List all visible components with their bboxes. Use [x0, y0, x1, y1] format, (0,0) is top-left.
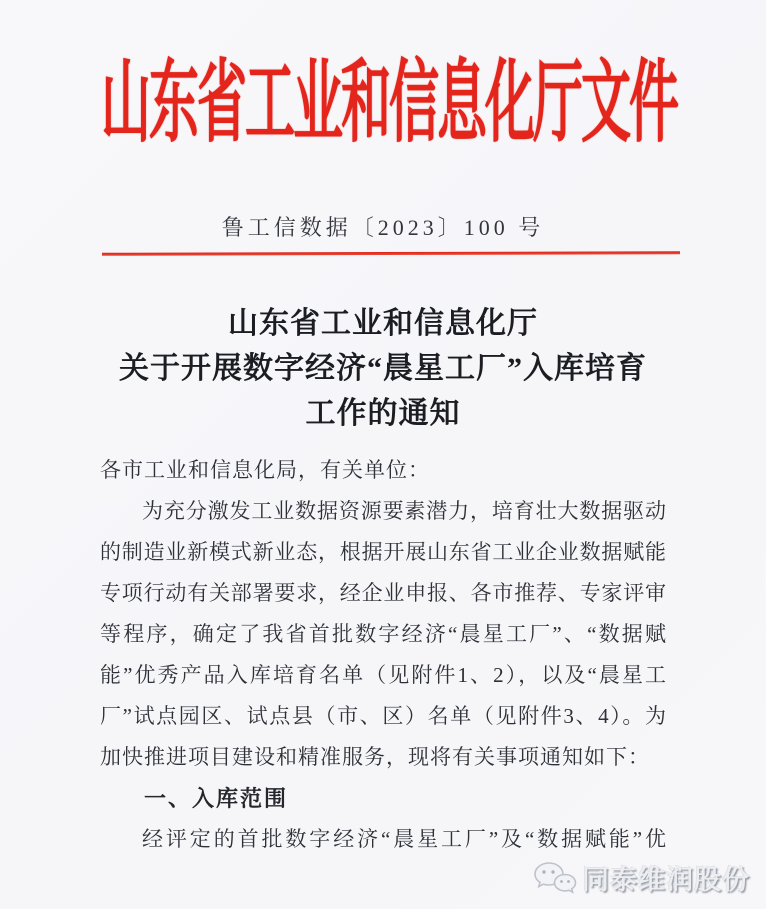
body-line: 厂”试点园区、试点县（市、区）名单（见附件3、4）。为: [100, 704, 666, 728]
document-body: [100, 450, 666, 860]
body-line: 为充分激发工业数据资源要素潜力，培育壮大数据驱动: [142, 499, 666, 523]
document-title-line-2: 关于开展数字经济“晨星工厂”入库培育: [119, 352, 647, 385]
body-line: 专项行动有关部署要求，经企业申报、各市推荐、专家评审: [100, 581, 666, 605]
body-line: 经评定的首批数字经济“晨星工厂”及“数据赋能”优: [142, 827, 666, 851]
body-line: 能”优秀产品入库培育名单（见附件1、2），以及“晨星工: [100, 663, 666, 687]
document-title: [0, 301, 766, 436]
red-header-banner: [0, 50, 766, 153]
document-title-line-3: 工作的通知: [305, 397, 461, 430]
document-title-line-1: 山东省工业和信息化厅: [228, 307, 538, 340]
section-heading: 一、入库范围: [144, 786, 289, 811]
wechat-icon: [532, 860, 578, 896]
body-line: 等程序，确定了我省首批数字经济“晨星工厂”、“数据赋: [100, 622, 666, 646]
body-line: 加快推进项目建设和精准服务，现将有关事项通知如下：: [100, 745, 650, 769]
watermark-label: 同泰维润股份: [582, 865, 750, 895]
agency-banner-title: 山东省工业和信息化厅文件: [101, 51, 677, 153]
salutation-line: 各市工业和信息化局，有关单位：: [100, 458, 430, 482]
body-line: 的制造业新模式新业态，根据开展山东省工业企业数据赋能: [100, 540, 666, 564]
red-divider-line: [102, 251, 680, 256]
watermark: [532, 858, 750, 897]
document-number: 鲁工信数据〔2023〕100 号: [221, 215, 545, 240]
